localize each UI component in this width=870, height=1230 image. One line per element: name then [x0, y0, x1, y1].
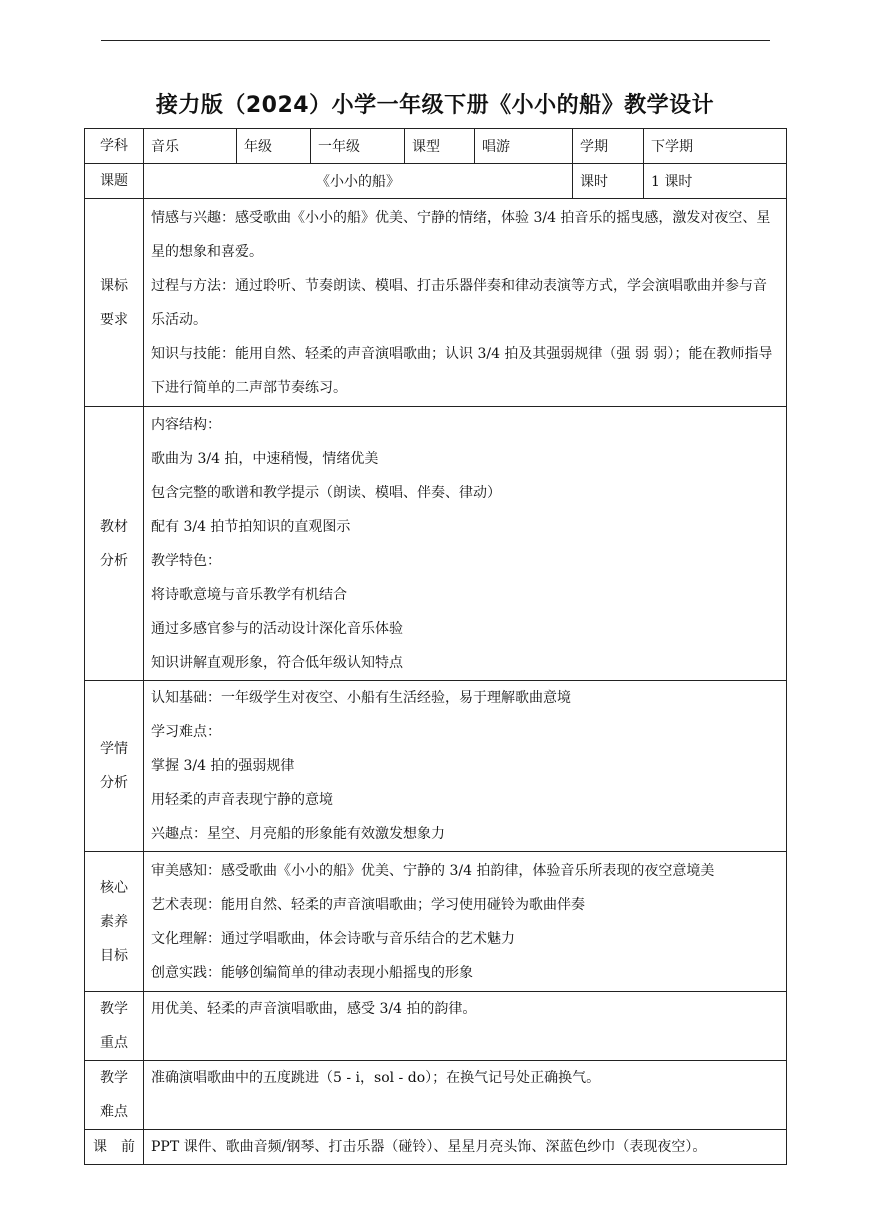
curriculum-line: 过程与方法：通过聆听、节奏朗读、模唱、打击乐器伴奏和律动表演等方式，学会演唱歌曲并参与音乐活动。 [151, 277, 767, 328]
material-line: 知识讲解直观形象，符合低年级认知特点 [151, 654, 403, 671]
term-label: 学期 [573, 129, 644, 164]
material-line: 包含完整的歌谱和教学提示（朗读、模唱、伴奏、律动） [151, 484, 501, 501]
core-label: 核心 素养 目标 [85, 852, 144, 992]
students-label: 学情 分析 [85, 681, 144, 852]
material-line: 歌曲为 3/4 拍，中速稍慢，情绪优美 [151, 450, 379, 467]
subject-label: 学科 [85, 129, 144, 164]
students-line: 认知基础：一年级学生对夜空、小船有生活经验，易于理解歌曲意境 [151, 690, 571, 706]
curriculum-line: 情感与兴趣：感受歌曲《小小的船》优美、宁静的情绪，体验 3/4 拍音乐的摇曳感，激发对夜空、星星的想象和喜爱。 [151, 209, 771, 260]
students-line: 用轻柔的声音表现宁静的意境 [151, 792, 333, 808]
curriculum-line: 知识与技能：能用自然、轻柔的声音演唱歌曲；认识 3/4 拍及其强弱规律（强 弱 弱）；能在教师指导下进行简单的二声部节奏练习。 [151, 345, 773, 396]
students-row [85, 681, 787, 852]
prep-content [144, 1130, 787, 1165]
prep-text: PPT 课件、歌曲音频/钢琴、打击乐器（碰铃）、星星月亮头饰、深蓝色纱巾（表现夜空）。 [151, 1139, 707, 1155]
core-line: 审美感知：感受歌曲《小小的船》优美、宁静的 3/4 拍韵律，体验音乐所表现的夜空意境美 [151, 862, 715, 879]
key-row [85, 992, 787, 1061]
curriculum-row [85, 199, 787, 407]
core-row [85, 852, 787, 992]
key-label: 教学 重点 [85, 992, 144, 1061]
lesson-plan-table [84, 128, 787, 1165]
subject-value: 音乐 [144, 129, 237, 164]
material-row [85, 407, 787, 681]
header-rule [101, 40, 770, 41]
students-line: 学习难点： [151, 724, 221, 740]
type-value: 唱游 [475, 129, 573, 164]
students-line: 兴趣点：星空、月亮船的形象能有效激发想象力 [151, 826, 445, 842]
curriculum-label: 课标 要求 [85, 199, 144, 407]
material-line: 通过多感官参与的活动设计深化音乐体验 [151, 620, 403, 637]
difficult-content [144, 1061, 787, 1130]
grade-value: 一年级 [311, 129, 405, 164]
key-text: 用优美、轻柔的声音演唱歌曲，感受 3/4 拍的韵律。 [151, 1001, 477, 1017]
material-content [144, 407, 787, 681]
prep-label: 课 前 [85, 1130, 144, 1165]
term-value: 下学期 [644, 129, 787, 164]
curriculum-content [144, 199, 787, 407]
type-label: 课型 [405, 129, 475, 164]
topic-value: 《小小的船》 [144, 164, 573, 199]
prep-row [85, 1130, 787, 1165]
core-line: 艺术表现：能用自然、轻柔的声音演唱歌曲；学习使用碰铃为歌曲伴奏 [151, 896, 585, 913]
difficult-row [85, 1061, 787, 1130]
material-line: 教学特色： [151, 552, 221, 569]
topic-row [85, 164, 787, 199]
key-content [144, 992, 787, 1061]
students-content [144, 681, 787, 852]
students-line: 掌握 3/4 拍的强弱规律 [151, 758, 295, 774]
info-row [85, 129, 787, 164]
core-content [144, 852, 787, 992]
hours-label: 课时 [573, 164, 644, 199]
material-line: 将诗歌意境与音乐教学有机结合 [151, 586, 347, 603]
material-line: 配有 3/4 拍节拍知识的直观图示 [151, 518, 351, 535]
difficult-label: 教学 难点 [85, 1061, 144, 1130]
material-line: 内容结构： [151, 416, 221, 433]
core-line: 文化理解：通过学唱歌曲，体会诗歌与音乐结合的艺术魅力 [151, 930, 515, 947]
document-title: 接力版（2024）小学一年级下册《小小的船》教学设计 [155, 93, 715, 118]
material-label: 教材 分析 [85, 407, 144, 681]
core-line: 创意实践：能够创编简单的律动表现小船摇曳的形象 [151, 964, 473, 981]
topic-label: 课题 [85, 164, 144, 199]
grade-label: 年级 [237, 129, 311, 164]
difficult-text: 准确演唱歌曲中的五度跳进（5 - i，sol - do）；在换气记号处正确换气。 [151, 1070, 601, 1086]
hours-value: 1 课时 [644, 164, 787, 199]
